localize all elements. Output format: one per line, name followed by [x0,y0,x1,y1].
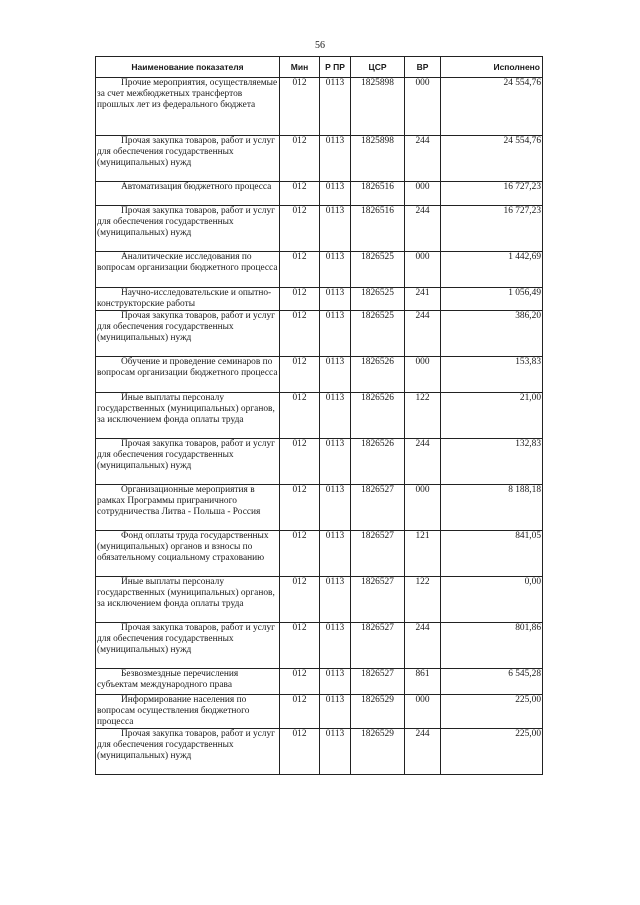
row-vr: 244 [405,623,441,669]
row-name [96,729,280,775]
row-min: 012 [280,531,320,577]
row-csr: 1826525 [351,252,405,288]
row-name-text: Фонд оплаты труда государственных (муниципальных) органов и взносы по обязательному социальному страхованию [97,531,269,563]
budget-execution-table [95,56,543,775]
row-csr: 1826526 [351,393,405,439]
header-name: Наименование показателя [96,57,280,78]
row-name [96,357,280,393]
row-vr: 244 [405,206,441,252]
row-name [96,623,280,669]
row-name [96,485,280,531]
row-min: 012 [280,623,320,669]
row-min: 012 [280,206,320,252]
row-done: 8 188,18 [441,485,543,531]
row-vr: 244 [405,136,441,182]
row-name [96,393,280,439]
table-row [96,439,543,485]
table-row [96,78,543,136]
row-name-text: Прочая закупка товаров, работ и услуг для обеспечения государственных (муниципальных) нужд [97,311,275,343]
row-name-text: Иные выплаты персоналу государственных (муниципальных) органов, за исключением фонда оплаты труда [97,393,275,425]
table-row [96,623,543,669]
row-done: 16 727,23 [441,182,543,206]
row-min: 012 [280,729,320,775]
row-rpr: 0113 [320,288,351,311]
row-csr: 1826527 [351,485,405,531]
header-done: Исполнено [441,57,543,78]
row-done: 841,05 [441,531,543,577]
row-min: 012 [280,669,320,695]
row-done: 225,00 [441,695,543,729]
row-csr: 1826526 [351,357,405,393]
row-min: 012 [280,136,320,182]
row-vr: 000 [405,182,441,206]
row-min: 012 [280,393,320,439]
row-min: 012 [280,78,320,136]
row-rpr: 0113 [320,78,351,136]
row-name-text: Научно-исследовательские и опытно-конструкторские работы [97,288,272,309]
row-name-text: Иные выплаты персоналу государственных (муниципальных) органов, за исключением фонда оплаты труда [97,577,275,609]
row-name [96,136,280,182]
row-csr: 1826525 [351,311,405,357]
row-vr: 244 [405,729,441,775]
row-vr: 000 [405,485,441,531]
row-name-text: Информирование населения по вопросам осуществления бюджетного процесса [97,695,250,727]
row-name-text: Прочая закупка товаров, работ и услуг для обеспечения государственных (муниципальных) нужд [97,206,275,238]
row-vr: 861 [405,669,441,695]
row-done: 1 056,49 [441,288,543,311]
row-csr: 1826527 [351,531,405,577]
row-done: 132,83 [441,439,543,485]
row-rpr: 0113 [320,669,351,695]
table-header-row [96,57,543,78]
row-min: 012 [280,357,320,393]
row-done: 153,83 [441,357,543,393]
row-csr: 1825898 [351,78,405,136]
row-csr: 1826529 [351,729,405,775]
row-vr: 241 [405,288,441,311]
row-csr: 1826527 [351,669,405,695]
row-name [96,669,280,695]
row-name [96,439,280,485]
table-row [96,577,543,623]
row-done: 24 554,76 [441,78,543,136]
row-name [96,206,280,252]
table-row [96,729,543,775]
row-done: 24 554,76 [441,136,543,182]
row-csr: 1826527 [351,623,405,669]
row-name-text: Обучение и проведение семинаров по вопросам организации бюджетного процесса [97,357,278,378]
row-rpr: 0113 [320,252,351,288]
table-row [96,182,543,206]
row-min: 012 [280,577,320,623]
row-rpr: 0113 [320,623,351,669]
header-rpr: Р ПР [320,57,351,78]
row-min: 012 [280,182,320,206]
row-vr: 122 [405,577,441,623]
row-rpr: 0113 [320,577,351,623]
row-rpr: 0113 [320,729,351,775]
row-csr: 1825898 [351,136,405,182]
header-vr: ВР [405,57,441,78]
row-done: 16 727,23 [441,206,543,252]
row-name [96,531,280,577]
row-done: 21,00 [441,393,543,439]
row-name-text: Прочая закупка товаров, работ и услуг для обеспечения государственных (муниципальных) нужд [97,623,275,655]
header-csr: ЦСР [351,57,405,78]
row-min: 012 [280,439,320,485]
table-row [96,485,543,531]
row-name [96,577,280,623]
row-name-text: Аналитические исследования по вопросам организации бюджетного процесса [97,252,278,273]
page-number: 56 [315,40,325,51]
table-row [96,357,543,393]
header-min: Мин [280,57,320,78]
row-name [96,252,280,288]
row-name-text: Безвозмездные перечисления субъектам международного права [97,669,239,690]
row-csr: 1826525 [351,288,405,311]
row-csr: 1826516 [351,206,405,252]
table-row [96,393,543,439]
row-rpr: 0113 [320,439,351,485]
row-done: 386,20 [441,311,543,357]
table-row [96,136,543,182]
row-min: 012 [280,288,320,311]
table-row [96,288,543,311]
row-name-text: Организационные мероприятия в рамках Программы приграничного сотрудничества Литва - Польша - Россия [97,485,261,517]
row-csr: 1826529 [351,695,405,729]
row-vr: 000 [405,252,441,288]
row-name [96,78,280,136]
table-row [96,695,543,729]
row-csr: 1826527 [351,577,405,623]
row-name-text: Автоматизация бюджетного процесса [121,182,272,192]
row-rpr: 0113 [320,182,351,206]
row-name [96,695,280,729]
row-rpr: 0113 [320,531,351,577]
row-rpr: 0113 [320,357,351,393]
row-done: 1 442,69 [441,252,543,288]
row-min: 012 [280,311,320,357]
row-done: 225,00 [441,729,543,775]
row-rpr: 0113 [320,393,351,439]
table-row [96,669,543,695]
row-min: 012 [280,252,320,288]
row-rpr: 0113 [320,695,351,729]
row-csr: 1826516 [351,182,405,206]
row-name [96,288,280,311]
row-done: 6 545,28 [441,669,543,695]
row-csr: 1826526 [351,439,405,485]
row-done: 801,86 [441,623,543,669]
row-rpr: 0113 [320,206,351,252]
row-name [96,182,280,206]
table-row [96,531,543,577]
row-vr: 122 [405,393,441,439]
row-rpr: 0113 [320,311,351,357]
row-vr: 000 [405,78,441,136]
table-row [96,311,543,357]
table-row [96,252,543,288]
row-vr: 244 [405,311,441,357]
row-name-text: Прочая закупка товаров, работ и услуг для обеспечения государственных (муниципальных) нужд [97,439,275,471]
row-name [96,311,280,357]
row-vr: 000 [405,695,441,729]
row-name-text: Прочая закупка товаров, работ и услуг для обеспечения государственных (муниципальных) нужд [97,729,275,761]
row-vr: 244 [405,439,441,485]
row-vr: 000 [405,357,441,393]
row-rpr: 0113 [320,485,351,531]
table-row [96,206,543,252]
row-name-text: Прочая закупка товаров, работ и услуг для обеспечения государственных (муниципальных) нужд [97,136,275,168]
row-done: 0,00 [441,577,543,623]
row-min: 012 [280,695,320,729]
row-min: 012 [280,485,320,531]
row-rpr: 0113 [320,136,351,182]
row-vr: 121 [405,531,441,577]
row-name-text: Прочие мероприятия, осуществляемые за счет межбюджетных трансфертов прошлых лет из федерального бюджета [97,78,278,110]
